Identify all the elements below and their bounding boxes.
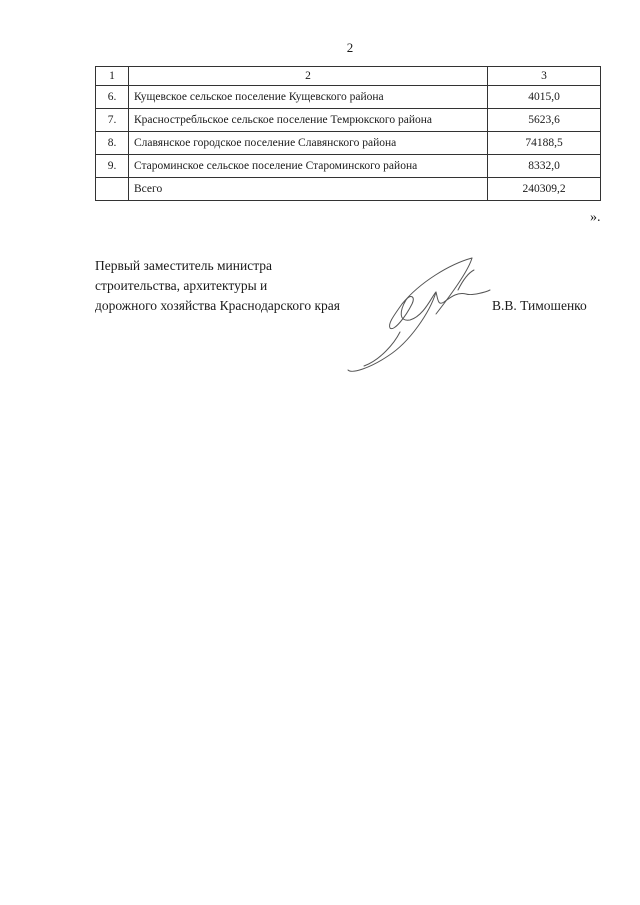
row-name: Староминское сельское поселение Староминского района bbox=[129, 155, 488, 178]
position-line: строительства, архитектуры и bbox=[95, 278, 268, 293]
row-number: 6. bbox=[96, 86, 129, 109]
row-name: Кущевское сельское поселение Кущевского района bbox=[129, 86, 488, 109]
page-number: 2 bbox=[346, 40, 354, 55]
row-value: 74188,5 bbox=[488, 132, 601, 155]
total-number bbox=[96, 178, 129, 201]
total-label: Всего bbox=[129, 178, 488, 201]
signer-name: В.В. Тимошенко bbox=[492, 298, 587, 313]
signatory-position bbox=[95, 256, 340, 316]
table-row bbox=[96, 132, 601, 155]
position-line: дорожного хозяйства Краснодарского края bbox=[95, 298, 341, 313]
row-value: 5623,6 bbox=[488, 109, 601, 132]
table-row bbox=[96, 109, 601, 132]
total-value: 240309,2 bbox=[488, 178, 601, 201]
header-cell: 2 bbox=[129, 67, 488, 86]
row-value: 8332,0 bbox=[488, 155, 601, 178]
row-name: Красностребльское сельское поселение Темрюкского района bbox=[129, 109, 488, 132]
closing-quote: ». bbox=[590, 210, 601, 225]
table-row bbox=[96, 86, 601, 109]
handwritten-signature-icon bbox=[340, 252, 500, 382]
row-value: 4015,0 bbox=[488, 86, 601, 109]
position-line: Первый заместитель министра bbox=[95, 258, 273, 273]
row-number: 9. bbox=[96, 155, 129, 178]
header-cell: 3 bbox=[488, 67, 601, 86]
table-header-row bbox=[96, 67, 601, 86]
header-cell: 1 bbox=[96, 67, 129, 86]
table-row bbox=[96, 155, 601, 178]
allocation-table bbox=[95, 66, 601, 201]
row-number: 8. bbox=[96, 132, 129, 155]
row-name: Славянское городское поселение Славянского района bbox=[129, 132, 488, 155]
table-total-row bbox=[96, 178, 601, 201]
row-number: 7. bbox=[96, 109, 129, 132]
